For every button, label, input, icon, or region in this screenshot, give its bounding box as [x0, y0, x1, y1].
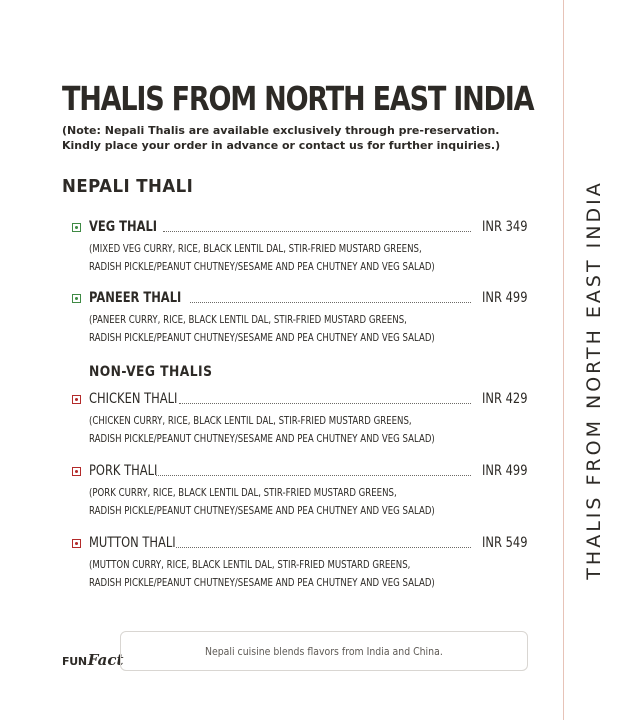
item-name: MUTTON THALI — [89, 535, 176, 551]
item-description — [89, 240, 435, 276]
item-name: PORK THALI — [89, 463, 158, 479]
item-description-line: (PORK CURRY, RICE, BLACK LENTIL DAL, STIR-FRIED MUSTARD GREENS, — [89, 486, 397, 499]
item-price: INR 429 — [482, 391, 528, 407]
leader-dots — [176, 546, 471, 548]
item-description-line: RADISH PICKLE/PEANUT CHUTNEY/SESAME AND PEA CHUTNEY AND VEG SALAD) — [89, 576, 435, 589]
fun-fact-logo-fun: FUN — [62, 655, 87, 668]
non-veg-marker-icon — [72, 467, 81, 476]
item-description-line: RADISH PICKLE/PEANUT CHUTNEY/SESAME AND PEA CHUTNEY AND VEG SALAD) — [89, 331, 435, 344]
veg-marker-icon — [72, 294, 81, 303]
menu-item-veg-thali — [72, 219, 530, 273]
veg-marker-icon — [72, 223, 81, 232]
leader-dots — [163, 230, 471, 232]
leader-dots — [190, 301, 471, 303]
item-name: PANEER THALI — [89, 290, 182, 306]
fun-fact-box — [120, 631, 528, 671]
item-price: INR 499 — [482, 463, 528, 479]
item-description-line: RADISH PICKLE/PEANUT CHUTNEY/SESAME AND PEA CHUTNEY AND VEG SALAD) — [89, 504, 435, 517]
reservation-note: (Note: Nepali Thalis are available exclusively through pre-reservation. Kindly place your order in advance or contact us for further inquiries.) — [62, 124, 501, 152]
item-description-line: RADISH PICKLE/PEANUT CHUTNEY/SESAME AND PEA CHUTNEY AND VEG SALAD) — [89, 432, 435, 445]
item-description — [89, 556, 435, 592]
non-veg-marker-icon — [72, 395, 81, 404]
menu-item-pork-thali — [72, 463, 530, 517]
menu-item-mutton-thali — [72, 535, 530, 589]
item-description-line: (CHICKEN CURRY, RICE, BLACK LENTIL DAL, STIR-FRIED MUSTARD GREENS, — [89, 414, 412, 427]
item-name: VEG THALI — [89, 219, 158, 235]
subsection-title-non-veg: NON-VEG THALIS — [89, 364, 213, 380]
item-price: INR 549 — [482, 535, 528, 551]
item-name: CHICKEN THALI — [89, 391, 178, 407]
item-description — [89, 412, 435, 448]
item-description-line: (PANEER CURRY, RICE, BLACK LENTIL DAL, STIR-FRIED MUSTARD GREENS, — [89, 313, 407, 326]
menu-item-paneer-thali — [72, 290, 530, 344]
item-description — [89, 311, 435, 347]
fun-fact-text: Nepali cuisine blends flavors from India and China. — [205, 644, 443, 658]
item-price: INR 499 — [482, 290, 528, 306]
item-price: INR 349 — [482, 219, 528, 235]
item-description-line: (MUTTON CURRY, RICE, BLACK LENTIL DAL, STIR-FRIED MUSTARD GREENS, — [89, 558, 411, 571]
item-description-line: (MIXED VEG CURRY, RICE, BLACK LENTIL DAL, STIR-FRIED MUSTARD GREENS, — [89, 242, 422, 255]
item-description — [89, 484, 435, 520]
section-title-nepali-thali: NEPALI THALI — [62, 176, 194, 197]
page-title: THALIS FROM NORTH EAST INDIA — [62, 79, 534, 118]
menu-item-chicken-thali — [72, 391, 530, 445]
fun-fact-logo — [62, 651, 123, 669]
fun-fact-logo-fact: Fact — [87, 651, 124, 669]
non-veg-marker-icon — [72, 539, 81, 548]
item-description-line: RADISH PICKLE/PEANUT CHUTNEY/SESAME AND PEA CHUTNEY AND VEG SALAD) — [89, 260, 435, 273]
side-divider — [563, 0, 564, 720]
leader-dots — [156, 474, 471, 476]
side-title: THALIS FROM NORTH EAST INDIA — [583, 180, 605, 580]
leader-dots — [179, 402, 471, 404]
